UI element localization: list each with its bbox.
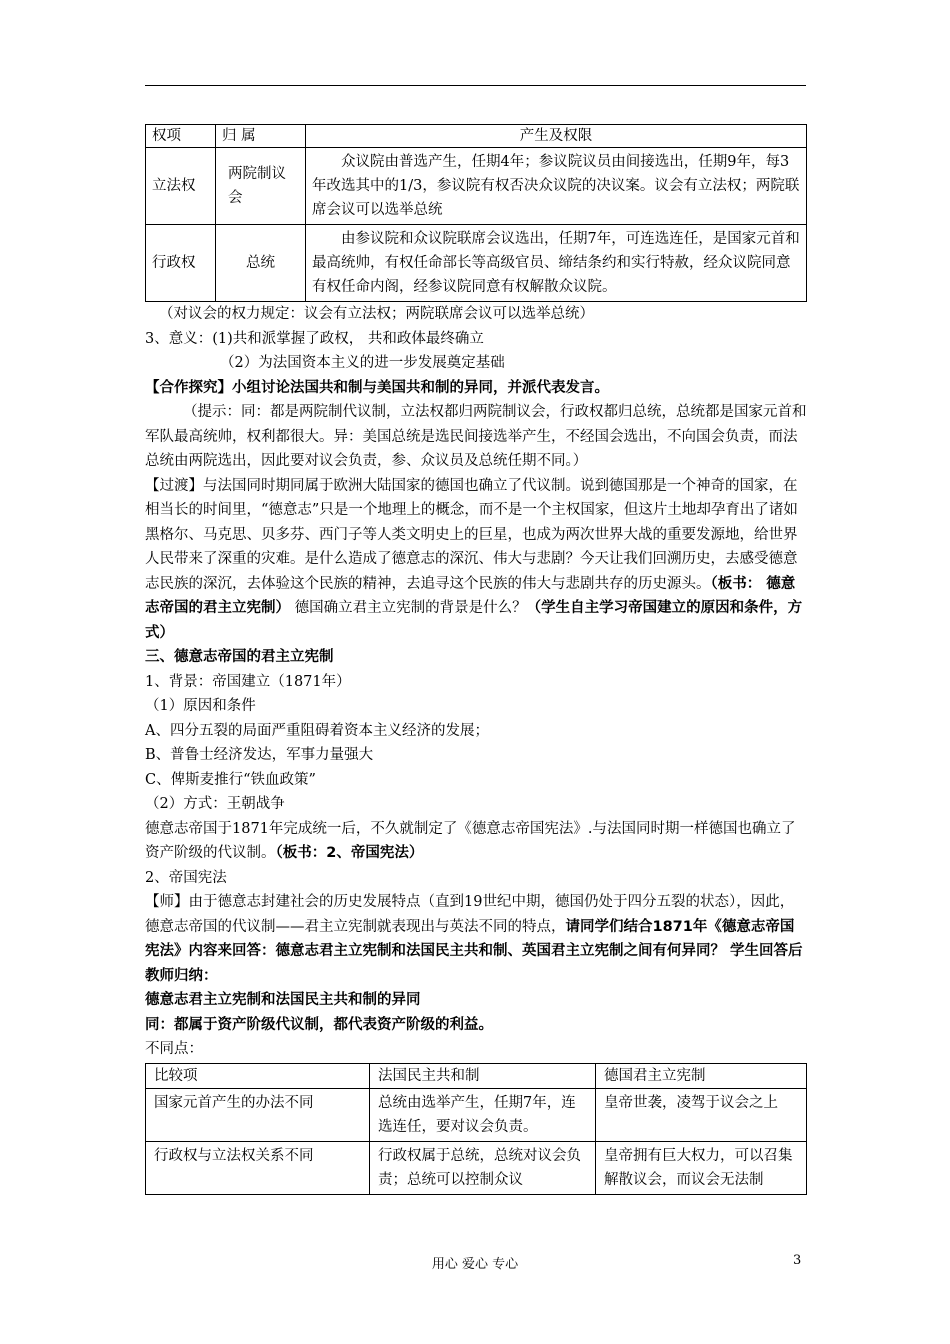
power-cell: 立法权 (146, 148, 216, 225)
item-cell: 国家元首产生的办法不同 (146, 1088, 370, 1141)
detail-cell: 由参议院和众议院联席会议选出，任期7年，可连选连任，是国家元首和最高统帅，有权任命部长等高级官员、缔结条约和实行特赦，经众议院同意有权任命内阁，经参议院同意有权解散众议院。 (306, 225, 807, 302)
note-line: （对议会的权力规定：议会有立法权；两院联席会议可以选举总统） (159, 306, 594, 322)
germany-cell: 皇帝世袭，凌驾于议会之上 (596, 1088, 807, 1141)
board-note: （板书： 德意志帝国的君主立宪制） (145, 575, 796, 616)
table-row (146, 1141, 807, 1194)
cause-line: （1）原因和条件 (145, 698, 256, 714)
table-row (146, 225, 807, 302)
background-line: 1、背景：帝国建立（1871年） (145, 673, 351, 690)
cause-item: A、四分五裂的局面严重阻碍着资本主义经济的发展； (145, 722, 489, 739)
board-note: （板书：2、帝国宪法） (275, 845, 424, 861)
header-rule (145, 85, 806, 86)
teacher-question: 请同学们结合1871年《德意志帝国宪法》内容来回答：德意志君主立宪制和法国民主共和制、英国君主立宪制之间有何异同？ 学生回答后教师归纳： (145, 918, 803, 984)
section-heading: 三、德意志帝国的君主立宪制 (145, 649, 334, 665)
france-cell: 总统由选举产生，任期7年，连选连任，要对议会负责。 (370, 1088, 596, 1141)
diff-line: 不同点： (145, 1041, 203, 1057)
cause-item: C、俾斯麦推行“铁血政策” (145, 771, 316, 788)
transition-paragraph (145, 474, 807, 646)
teacher-paragraph (145, 890, 807, 988)
power-cell: 行政权 (146, 225, 216, 302)
page-body (145, 124, 807, 1195)
constitution-line: 2、帝国宪法 (145, 869, 227, 886)
header-cell: 德国君主立宪制 (596, 1063, 807, 1088)
compare-table (145, 1063, 807, 1195)
header-cell: 产生及权限 (306, 125, 807, 148)
table-row (146, 148, 807, 225)
teacher-text: 【师】由于德意志封建社会的历史发展特点（直到19世纪中期，德国仍处于四分五裂的状态），因此，德意志帝国的代议制——君主立宪制就表现出与英法不同的特点， (145, 894, 795, 935)
meaning-line: 3、意义：(1)共和派掌握了政权， 共和政体最终确立 (145, 330, 484, 347)
unify-text: 德意志帝国于1871年完成统一后，不久就制定了《德意志帝国宪法》.与法国同时期一样德国也确立了资产阶级的代议制。 (145, 820, 796, 861)
compare-title: 德意志君主立宪制和法国民主共和制的异同 (145, 992, 421, 1008)
compare-table-header (146, 1063, 807, 1088)
way-line: （2）方式：王朝战争 (145, 796, 285, 812)
table-row (146, 1088, 807, 1141)
belong-cell: 两院制议会 (216, 148, 306, 225)
belong-cell: 总统 (216, 225, 306, 302)
meaning-line: （2）为法国资本主义的进一步发展奠定基础 (220, 355, 505, 371)
unify-paragraph (145, 817, 807, 866)
hint-paragraph: （提示：同：都是两院制代议制，立法权都归两院制议会，行政权都归总统，总统都是国家元首和军队最高统帅，权利都很大。异：美国总统是选民间接选举产生，不经国会选出，不向国会负责，而法总统由两院选出，因此要对议会负责，参、众议员及总统任期不同。） (145, 404, 807, 469)
france-cell: 行政权属于总统，总统对议会负责；总统可以控制众议 (370, 1141, 596, 1194)
power-table-header (146, 125, 807, 148)
detail-cell: 众议院由普选产生，任期4年；参议院议员由间接选出，任期9年，每3年改选其中的1/3，参议院有权否决众议院的决议案。议会有立法权；两院联席会议可以选举总统 (306, 148, 807, 225)
self-study-note: （学生自主学习帝国建立的原因和条件，方式） (145, 600, 803, 641)
header-cell: 权项 (146, 125, 216, 148)
coop-heading: 【合作探究】小组讨论法国共和制与美国共和制的异同，并派代表发言。 (145, 379, 609, 396)
power-table (145, 124, 807, 302)
same-line: 同：都属于资产阶级代议制，都代表资产阶级的利益。 (145, 1016, 493, 1033)
header-cell: 归 属 (216, 125, 306, 148)
transition-question: 德国确立君主立宪制的背景是什么？ (290, 600, 527, 616)
cause-item: B、普鲁士经济发达，军事力量强大 (145, 747, 374, 763)
page-footer: 用心 爱心 专心 (431, 1257, 519, 1272)
item-cell: 行政权与立法权关系不同 (146, 1141, 370, 1194)
transition-text: 【过渡】与法国同时期同属于欧洲大陆国家的德国也确立了代议制。说到德国那是一个神奇的国家，在相当长的时间里，“德意志”只是一个地理上的概念，而不是一个主权国家，但这片土地却孕育出了诸如黑格尔、马克思、贝多芬、西门子等人类文明史上的巨星，也成为两次世界大战的重要发源地，给世界人民带来了深重的灾难。是什么造成了德意志的深沉、伟大与悲剧？今天让我们回溯历史，去感受德意志民族的深沉，去体验这个民族的精神，去追寻这个民族的伟大与悲剧共存的历史源头。 (145, 477, 798, 592)
header-cell: 比较项 (146, 1063, 370, 1088)
header-cell: 法国民主共和制 (370, 1063, 596, 1088)
page-number: 3 (793, 1253, 802, 1268)
germany-cell: 皇帝拥有巨大权力，可以召集解散议会，而议会无法制 (596, 1141, 807, 1194)
